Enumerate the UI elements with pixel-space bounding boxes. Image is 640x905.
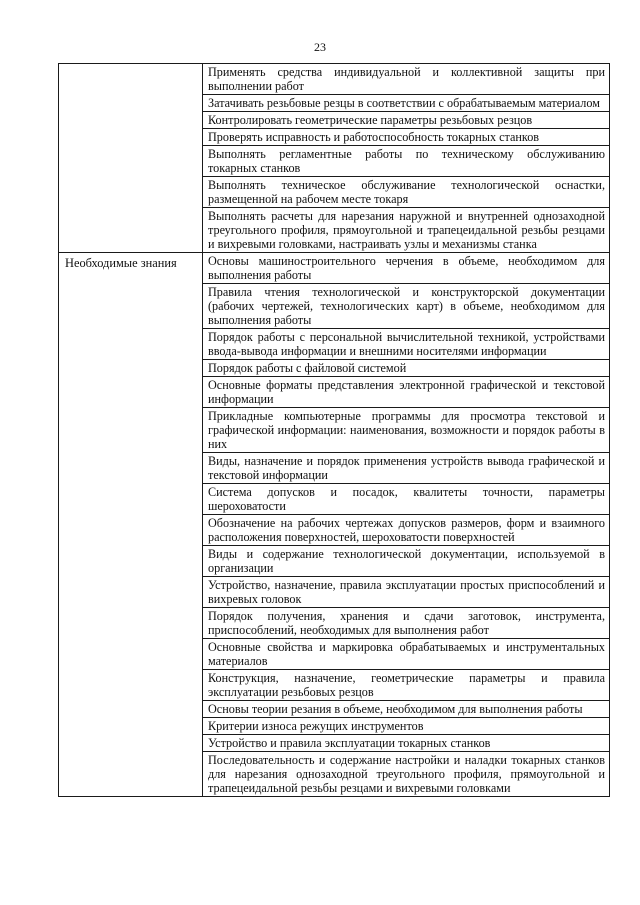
table-cell: Конструкция, назначение, геометрические параметры и правила эксплуатации резьбовых резцов [203, 670, 610, 701]
table-cell: Прикладные компьютерные программы для просмотра текстовой и графической информации: наименования, возможности и порядок работы в них [203, 408, 610, 453]
table-cell: Система допусков и посадок, квалитеты точности, параметры шероховатости [203, 484, 610, 515]
table-cell: Выполнять регламентные работы по техническому обслуживанию токарных станков [203, 146, 610, 177]
table-cell: Правила чтения технологической и конструкторской документации (рабочих чертежей, технологических карт) в объеме, необходимом для выполнения работы [203, 284, 610, 329]
table-cell: Контролировать геометрические параметры резьбовых резцов [203, 112, 610, 129]
table-cell: Выполнять расчеты для нарезания наружной и внутренней однозаходной треугольного профиля, прямоугольной и трапецеидальной резьбы резцами и вихревыми головками, настраивать узлы и механизмы станка [203, 208, 610, 253]
table-cell: Основные свойства и маркировка обрабатываемых и инструментальных материалов [203, 639, 610, 670]
table-cell: Порядок работы с персональной вычислительной техникой, устройствами ввода-вывода информации и внешними носителями информации [203, 329, 610, 360]
table-cell: Виды, назначение и порядок применения устройств вывода графической и текстовой информации [203, 453, 610, 484]
table-cell: Затачивать резьбовые резцы в соответствии с обрабатываемым материалом [203, 95, 610, 112]
table-cell: Порядок получения, хранения и сдачи заготовок, инструмента, приспособлений, необходимых для выполнения работ [203, 608, 610, 639]
table-cell: Обозначение на рабочих чертежах допусков размеров, форм и взаимного расположения поверхностей, шероховатости поверхностей [203, 515, 610, 546]
table-cell: Основные форматы представления электронной графической и текстовой информации [203, 377, 610, 408]
table-row [59, 253, 610, 284]
table-cell: Последовательность и содержание настройки и наладки токарных станков для нарезания однозаходной треугольного профиля, прямоугольной и трапецеидальной резьбы резцами и вихревыми головками [203, 752, 610, 797]
table-cell: Устройство и правила эксплуатации токарных станков [203, 735, 610, 752]
table-cell: Основы теории резания в объеме, необходимом для выполнения работы [203, 701, 610, 718]
table-cell: Устройство, назначение, правила эксплуатации простых приспособлений и вихревых головок [203, 577, 610, 608]
table-cell: Критерии износа режущих инструментов [203, 718, 610, 735]
page-number: 23 [314, 40, 326, 54]
table-cell: Порядок работы с файловой системой [203, 360, 610, 377]
requirements-table [58, 63, 610, 797]
table-cell: Применять средства индивидуальной и коллективной защиты при выполнении работ [203, 64, 610, 95]
table-cell: Проверять исправность и работоспособность токарных станков [203, 129, 610, 146]
table-row [59, 64, 610, 95]
empty-label-cell [59, 64, 203, 253]
table-cell: Виды и содержание технологической документации, используемой в организации [203, 546, 610, 577]
table-cell: Выполнять техническое обслуживание технологической оснастки, размещенной на рабочем месте токаря [203, 177, 610, 208]
knowledge-label: Необходимые знания [59, 253, 203, 797]
table-cell: Основы машиностроительного черчения в объеме, необходимом для выполнения работы [203, 253, 610, 284]
